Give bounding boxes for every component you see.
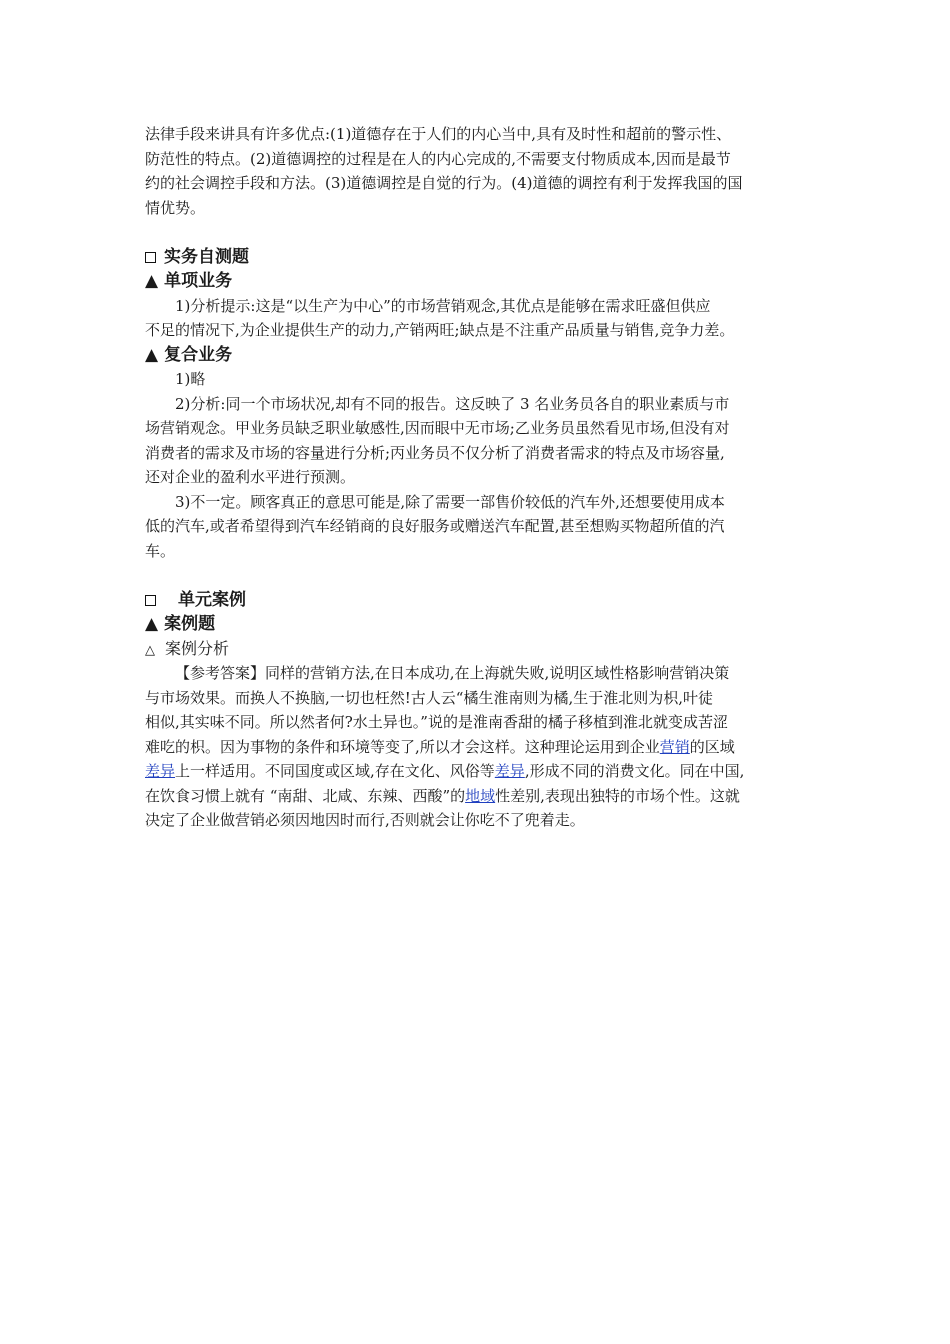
subsubsection-heading-analysis <box>145 637 817 662</box>
spacer <box>145 220 817 245</box>
text-line <box>145 735 817 760</box>
section-heading-unit-case <box>145 588 817 613</box>
link-region[interactable]: 地域 <box>465 786 496 805</box>
text-line: 还对企业的盈利水平进行预测。 <box>145 468 356 486</box>
paragraph-case-answer <box>145 661 817 833</box>
paragraph-law-advantages <box>145 122 817 220</box>
text-line: 场营销观念。甲业务员缺乏职业敏感性,因而眼中无市场;乙业务员虽然看见市场,但没有对 <box>145 419 730 437</box>
filled-triangle-icon: ▲ <box>145 344 159 365</box>
hollow-triangle-icon: △ <box>145 642 155 658</box>
spacer <box>145 563 817 588</box>
text-span: 难吃的枳。因为事物的条件和环境等变了,所以才会这样。这种理论运用到企业 <box>145 737 660 756</box>
text-line: 消费者的需求及市场的容量进行分析;丙业务员不仅分析了消费者需求的特点及市场容量, <box>145 443 725 462</box>
section-title: 单元案例 <box>178 589 246 610</box>
hollow-square-icon <box>145 595 156 606</box>
filled-triangle-icon: ▲ <box>145 614 159 634</box>
subsection-heading-single <box>145 269 817 294</box>
text-line: 相似,其实味不同。所以然者何?水土异也。”说的是淮南香甜的橘子移植到淮北就变成苦涩 <box>145 713 728 731</box>
link-difference[interactable]: 差异 <box>494 762 525 780</box>
subsection-heading-case <box>145 612 817 637</box>
document-content <box>145 122 817 833</box>
link-marketing[interactable]: 营销 <box>659 737 690 756</box>
text-line: 低的汽车,或者希望得到汽车经销商的良好服务或赠送汽车配置,甚至想购买物超所值的汽 <box>145 517 725 535</box>
filled-triangle-icon: ▲ <box>145 271 159 291</box>
text-span: 性差别,表现出独特的市场个性。这就 <box>495 786 740 805</box>
text-line: 约的社会调控手段和方法。(3)道德调控是自觉的行为。(4)道德的调控有利于发挥我国的国 <box>145 174 743 192</box>
subsection-title: 单项业务 <box>164 271 233 291</box>
text-line: 不足的情况下,为企业提供生产的动力,产销两旺;缺点是不注重产品质量与销售,竞争力差。 <box>145 321 735 339</box>
text-line: 【参考答案】同样的营销方法,在日本成功,在上海就失败,说明区域性格影响营销决策 <box>175 664 730 682</box>
subsection-heading-compound <box>145 343 817 368</box>
text-line: 1)略 <box>175 370 206 388</box>
text-line: 决定了企业做营销必须因地因时而行,否则就会让你吃不了兜着走。 <box>145 811 585 829</box>
hollow-square-icon <box>145 252 156 263</box>
section-title: 实务自测题 <box>164 246 249 267</box>
section-heading-self-test <box>145 245 817 270</box>
subsubsection-title: 案例分析 <box>165 638 230 658</box>
link-difference[interactable]: 差异 <box>145 762 176 780</box>
text-line: 车。 <box>145 541 176 560</box>
text-span: 在饮食习惯上就有 “南甜、北咸、东辣、西酸”的 <box>145 786 466 805</box>
text-line: 2)分析:同一个市场状况,却有不同的报告。这反映了 3 名业务员各自的职业素质与市 <box>175 394 730 413</box>
text-span: 的区域 <box>689 737 735 756</box>
text-line: 与市场效果。而换人不换脑,一切也枉然!古人云“橘生淮南则为橘,生于淮北则为枳,叶徒 <box>145 688 714 707</box>
subsection-title: 案例题 <box>164 614 216 634</box>
text-line: 防范性的特点。(2)道德调控的过程是在人的内心完成的,不需要支付物质成本,因而是最节 <box>145 149 731 168</box>
text-line: 情优势。 <box>145 198 206 217</box>
text-line <box>145 784 817 809</box>
text-line: 法律手段来讲具有许多优点:(1)道德存在于人们的内心当中,具有及时性和超前的警示性、 <box>145 125 732 143</box>
text-line <box>145 759 817 784</box>
text-line: 1)分析提示:这是“以生产为中心”的市场营销观念,其优点是能够在需求旺盛但供应 <box>175 296 711 315</box>
subsection-title: 复合业务 <box>164 344 233 365</box>
text-span: 上一样适用。不同国度或区域,存在文化、风俗等 <box>175 762 495 780</box>
text-span: ,形成不同的消费文化。同在中国, <box>524 762 745 780</box>
text-line: 3)不一定。顾客真正的意思可能是,除了需要一部售价较低的汽车外,还想要使用成本 <box>175 492 725 511</box>
